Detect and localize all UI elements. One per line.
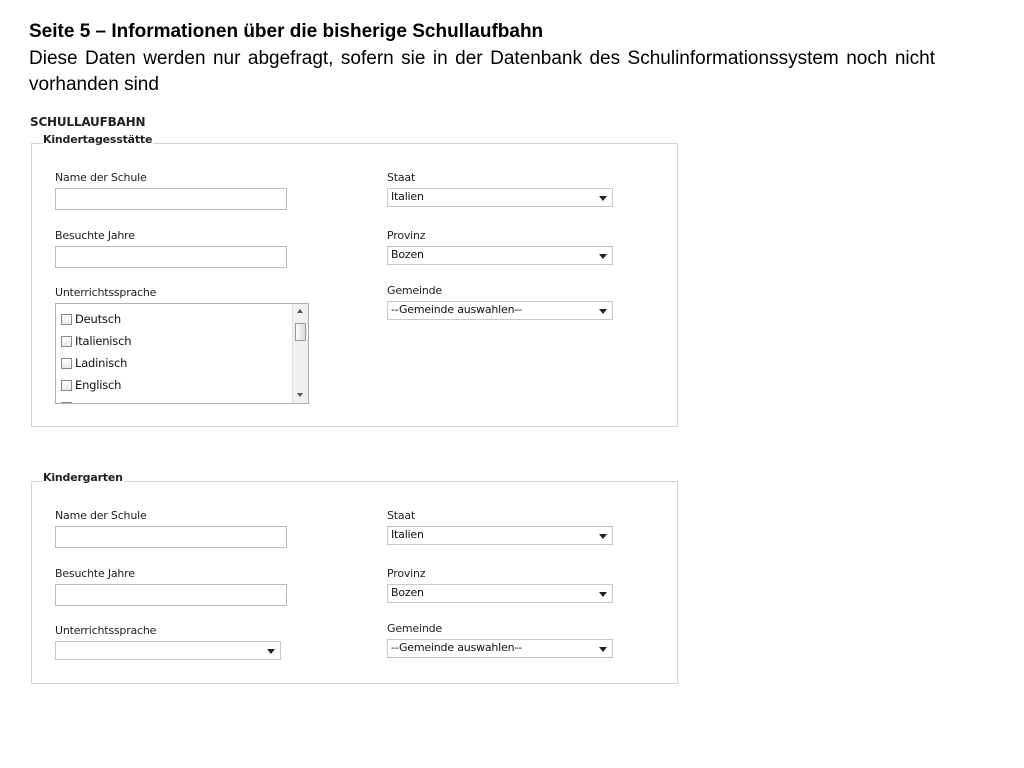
- kita-school-input[interactable]: [55, 188, 287, 210]
- checkbox[interactable]: [61, 402, 72, 405]
- language-option-italienisch[interactable]: [61, 333, 131, 349]
- kindergarten-municipality-select[interactable]: [387, 639, 613, 658]
- kindergarten-state-value: Italien: [391, 528, 424, 541]
- kindergarten-language-select[interactable]: [55, 641, 281, 660]
- kita-province-select[interactable]: [387, 246, 613, 265]
- chevron-down-icon: [599, 592, 607, 597]
- scroll-thumb[interactable]: [295, 323, 306, 341]
- chevron-down-icon: [599, 196, 607, 201]
- checkbox[interactable]: [61, 336, 72, 347]
- language-option-deutsch[interactable]: [61, 311, 121, 327]
- page-heading: Seite 5 – Informationen über die bisherige Schullaufbahn: [29, 21, 544, 42]
- kindergarten-province-value: Bozen: [391, 586, 424, 599]
- kita-years-label: Besuchte Jahre: [55, 229, 135, 242]
- language-option-label: Ladinisch: [75, 356, 128, 370]
- kindergarten-school-label: Name der Schule: [55, 509, 147, 522]
- kita-municipality-value: --Gemeinde auswahlen--: [391, 303, 522, 316]
- scroll-up-icon[interactable]: [297, 309, 303, 313]
- kindergarten-years-label: Besuchte Jahre: [55, 567, 135, 580]
- kindergarten-state-select[interactable]: [387, 526, 613, 545]
- kindergarten-state-label: Staat: [387, 509, 416, 522]
- chevron-down-icon: [599, 309, 607, 314]
- kita-municipality-label: Gemeinde: [387, 284, 442, 297]
- kita-years-input[interactable]: [55, 246, 287, 268]
- language-option-label: Englisch: [75, 378, 122, 392]
- kita-state-label: Staat: [387, 171, 416, 184]
- kita-state-select[interactable]: [387, 188, 613, 207]
- language-option-label: Italienisch: [75, 334, 132, 348]
- language-option-englisch[interactable]: [61, 377, 121, 393]
- kindergarten-school-input[interactable]: [55, 526, 287, 548]
- kita-province-label: Provinz: [387, 229, 426, 242]
- kita-municipality-select[interactable]: [387, 301, 613, 320]
- chevron-down-icon: [599, 647, 607, 652]
- kindergarten-language-label: Unterrichtssprache: [55, 624, 157, 637]
- kita-school-label: Name der Schule: [55, 171, 147, 184]
- kindergarten-fieldset: [31, 471, 678, 684]
- kita-language-label: Unterrichtssprache: [55, 286, 157, 299]
- kindergarten-years-input[interactable]: [55, 584, 287, 606]
- kita-fieldset: [31, 133, 678, 427]
- kita-state-value: Italien: [391, 190, 424, 203]
- listbox-scrollbar[interactable]: [292, 304, 308, 403]
- kita-legend: Kindertagesstätte: [43, 133, 153, 146]
- language-option-partial[interactable]: [61, 399, 75, 404]
- kindergarten-legend: Kindergarten: [43, 471, 123, 484]
- checkbox[interactable]: [61, 314, 72, 325]
- language-option-label: Deutsch: [75, 312, 121, 326]
- kita-province-value: Bozen: [391, 248, 424, 261]
- kindergarten-province-label: Provinz: [387, 567, 426, 580]
- kindergarten-province-select[interactable]: [387, 584, 613, 603]
- chevron-down-icon: [599, 534, 607, 539]
- chevron-down-icon: [267, 649, 275, 654]
- kindergarten-municipality-label: Gemeinde: [387, 622, 442, 635]
- language-option-ladinisch[interactable]: [61, 355, 127, 371]
- checkbox[interactable]: [61, 358, 72, 369]
- kita-language-listbox[interactable]: [55, 303, 309, 404]
- scroll-down-icon[interactable]: [297, 393, 303, 397]
- checkbox[interactable]: [61, 380, 72, 391]
- page-intro: Diese Daten werden nur abgefragt, sofern sie in der Datenbank des Schulinformationssystem noch nicht vorhanden sind: [29, 48, 935, 95]
- chevron-down-icon: [599, 254, 607, 259]
- section-title: SCHULLAUFBAHN: [30, 115, 146, 129]
- kindergarten-municipality-value: --Gemeinde auswahlen--: [391, 641, 522, 654]
